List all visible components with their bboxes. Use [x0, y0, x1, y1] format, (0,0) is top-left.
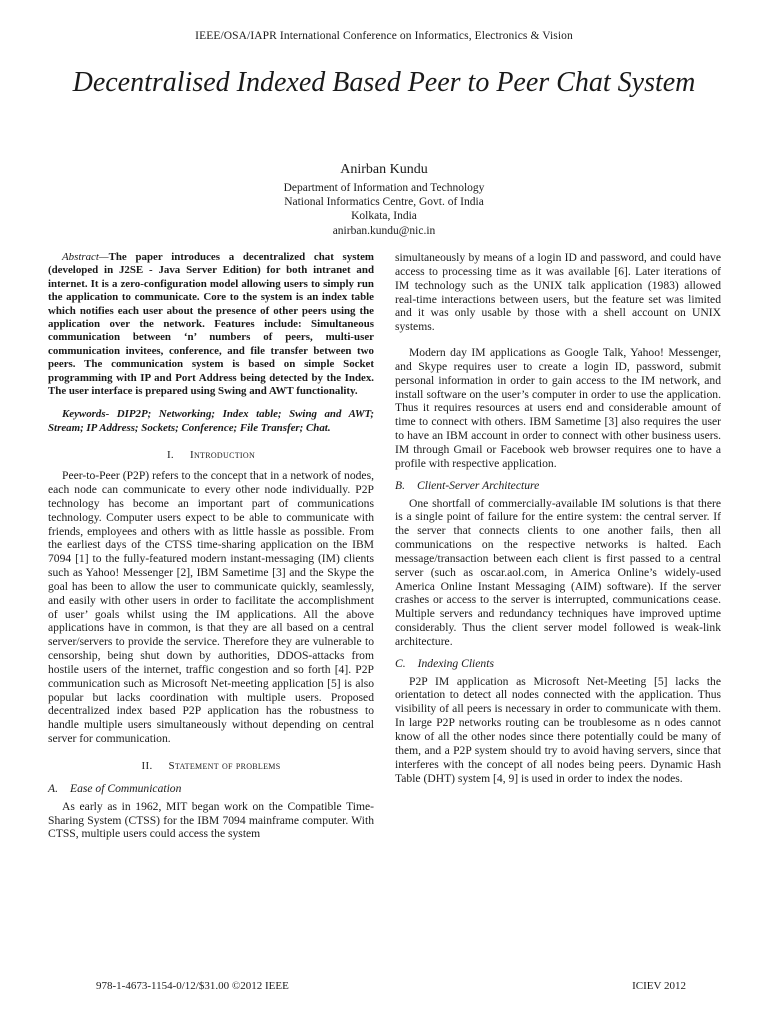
author-email: anirban.kundu@nic.in — [332, 224, 436, 237]
abstract-label: Abstract— — [62, 251, 109, 263]
modern-im-paragraph: Modern day IM applications as Google Talk, Yahoo! Messenger, and Skype requires user to create a login ID, password, submit personal information in order to gain access to the IM network, and install software on the user’s computer in order to use the application. Thus it requires resources at users end and considerable amount of time to connect with others. IBM Sametime [3] also requires the user to have an IBM account in order to connect with other business users. IM through Gmail or Facebook web browser requires one to have a profile with respective application. — [395, 346, 721, 470]
right-column — [395, 251, 721, 785]
subsection-title: Ease of Communication — [69, 781, 182, 795]
ease-of-communication-paragraph-continued: simultaneously by means of a login ID and password, and could have access to processing time as it was available [6]. Later iterations of IM technology such as the UNIX talk application (1983) allowed real-time interactions between users, but the feature set was limited and it was only usable by those with a shell account on UNIX systems. — [395, 251, 721, 334]
conference-header: IEEE/OSA/IAPR International Conference on Informatics, Electronics & Vision — [195, 30, 573, 42]
subsection-title: Client-Server Architecture — [416, 478, 540, 492]
section-title: Introduction — [189, 449, 256, 462]
introduction-paragraph: Peer-to-Peer (P2P) refers to the concept that in a network of nodes, each node can communicate to every other node individually. P2P technology has become an important part of communications technology. Computer users expect to be able to communicate with friends, employees and others with as little hassle as possible. From the earliest days of the CTSS time-sharing application on the IBM 7094 [1] to the fully-featured modern instant-messaging (IM) clients such as Yahoo! Messenger [2], IBM Sametime [3] and the Skype the goal has been to allow the user to communicate quickly, seamlessly, and easily with other users in order to facilitate the accomplishment of user’ goals whilst using the IM applications. All the above applications have in common, is that they are all based on a central server/servers to provide the service. Therefore they are vulnerable to censorship, being shut down by authorities, DDOS-attacks from hostile users of the internet, traffic congestion and so forth [4]. P2P communication such as Microsoft Net-meeting application [5] is also popular but lacks coordination with multiple users. Proposed decentralized index based P2P application has the robustness to handle multiple users simultaneously without depending on central server for communication. — [48, 469, 374, 746]
section-heading-problems — [48, 760, 374, 774]
client-server-paragraph: One shortfall of commercially-available IM solutions is that there is a single point of failure for the entire system: the central server. If the server that connects clients to one another fails, then all communications on the respective networks is halted. Each message/transaction between each client is first passed to a central server (such as oscar.aol.com, in America Online’s widely-used America Online Instant Messaging (AIM) software). If the server crashes or access to the server is interrupted, communications cease. Multiple servers and redundancy techniques have improved uptime considerably. Thus the client server model followed is weak-link architecture. — [395, 496, 721, 648]
paper-title: Decentralised Indexed Based Peer to Peer Chat System — [72, 67, 696, 98]
footer-conference: ICIEV 2012 — [632, 980, 686, 992]
keywords-label: Keywords- — [62, 408, 110, 421]
footer-copyright: 978-1-4673-1154-0/12/$31.00 ©2012 IEEE — [96, 980, 289, 992]
subsection-heading-client-server — [395, 479, 721, 493]
subsection-title: Indexing Clients — [417, 656, 494, 670]
abstract-text: The paper introduces a decentralized chat system (developed in J2SE - Java Server Edition) for both intranet and internet. It is a zero-configuration model allowing users to simply run the application to communicate. Core to the system is an index table which notifies each user about the presence of other peers using the application over the network. Features include: Simultaneous communication between ‘n’ numbers of peers, multi-user communication invitees, conference, and file transfer between two peers. The communication system is based on simple Socket programming with IP and Port Address being detected by the Index. The user interface is prepared using Swing and AWT functionality. — [48, 251, 374, 398]
affiliation-organization: National Informatics Centre, Govt. of India — [284, 196, 484, 209]
subsection-heading-ease-of-communication — [48, 782, 374, 796]
paragraph-gap — [395, 334, 721, 346]
abstract — [48, 251, 374, 398]
keywords — [48, 408, 374, 435]
author-block — [0, 160, 768, 238]
affiliation-department: Department of Information and Technology — [283, 182, 485, 194]
keywords-text: DIP2P; Networking; Index table; Swing and AWT; Stream; IP Address; Sockets; Conference; File Transfer; Chat. — [48, 408, 374, 434]
section-number: I. — [166, 449, 174, 462]
section-title: Statement of problems — [168, 760, 281, 772]
subsection-heading-indexing-clients — [395, 657, 721, 671]
indexing-clients-paragraph: P2P IM application as Microsoft Net-Meeting [5] lacks the orientation to detect all nodes connected with the application. Thus visibility of all peers is necessary in order to communicate with them. In large P2P networks routing can be troublesome as n odes cannot know of all the other nodes since there potentially could be many of them, and a P2P system should try to avoid having servers, since that interferes with the concept of all nodes being peers. Dynamic Hash Table (DHT) system [4, 9] is used in order to index the nodes. — [395, 674, 721, 785]
left-column — [48, 251, 374, 841]
subsection-letter: C. — [395, 656, 406, 670]
author-name: Anirban Kundu — [340, 162, 428, 177]
ease-of-communication-paragraph-start: As early as in 1962, MIT began work on the Compatible Time-Sharing System (CTSS) for the IBM 7094 mainframe computer. With CTSS, multiple users could access the system — [48, 799, 374, 841]
section-number: II. — [141, 760, 153, 772]
subsection-letter: B. — [395, 478, 405, 492]
affiliation-location: Kolkata, India — [351, 210, 417, 223]
section-heading-introduction — [48, 449, 374, 463]
subsection-letter: A. — [48, 781, 58, 795]
